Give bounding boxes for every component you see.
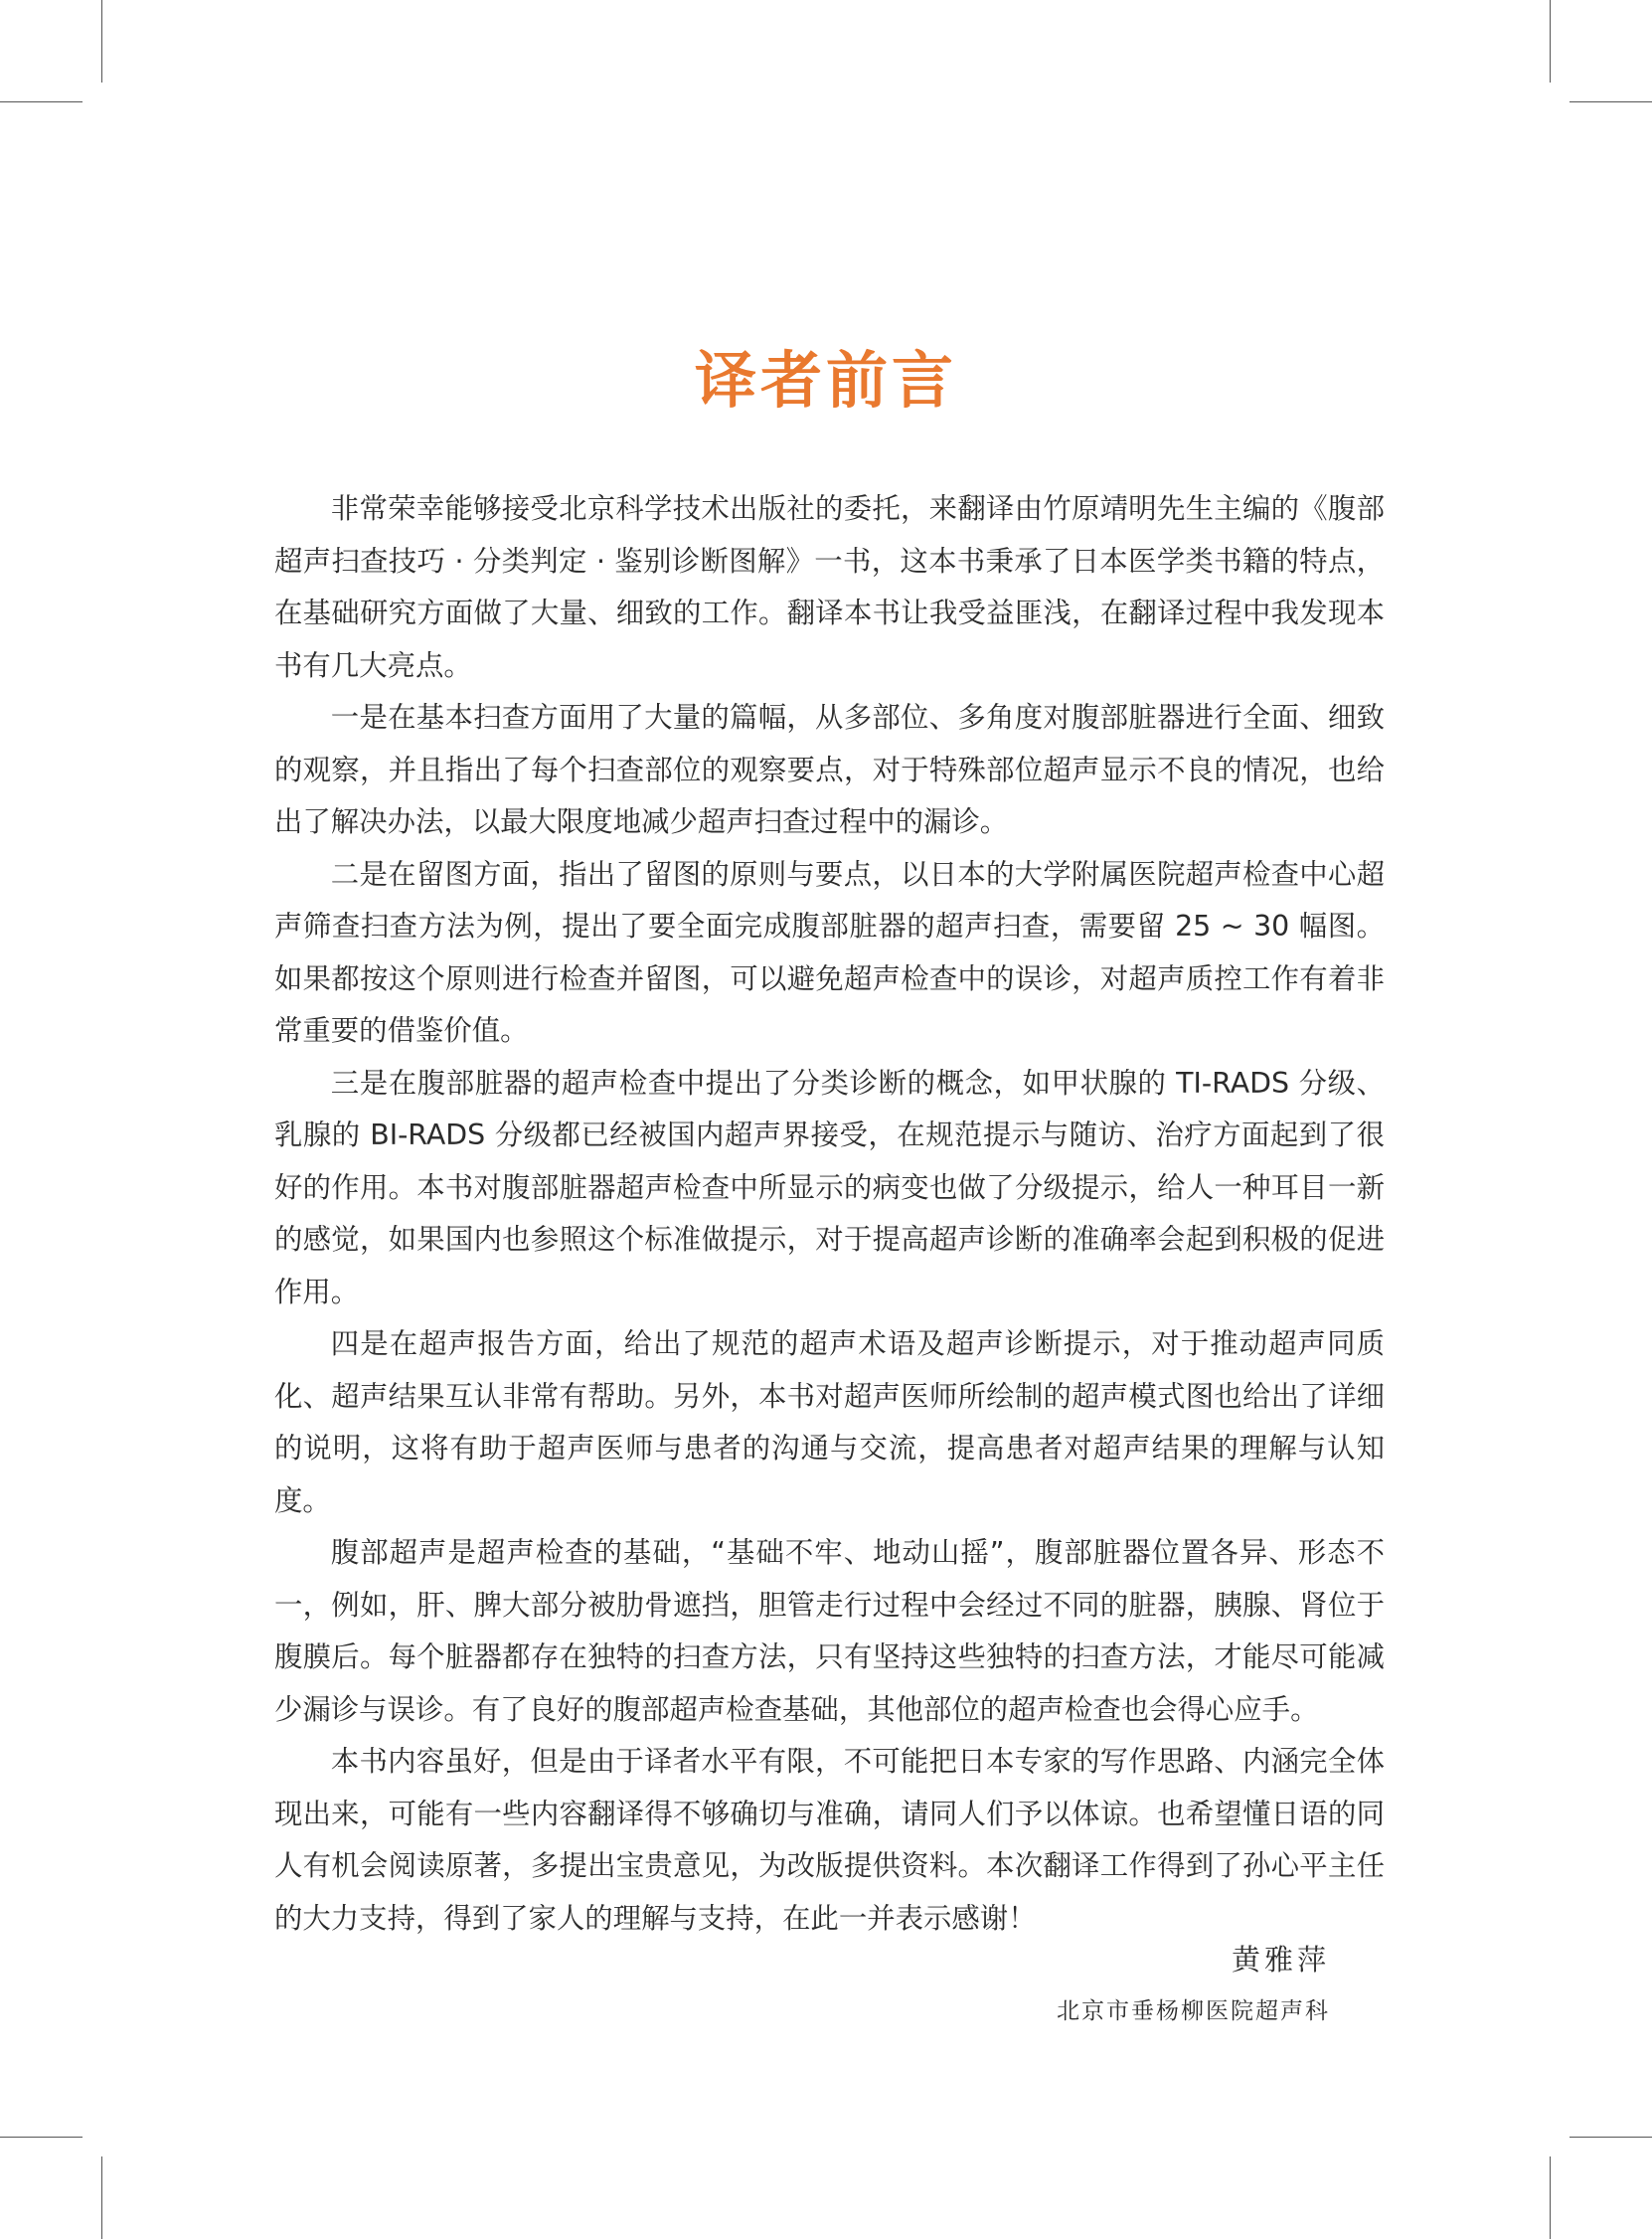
crop-mark	[1569, 2137, 1652, 2138]
translator-affiliation: 北京市垂杨柳医院超声科	[1057, 1998, 1330, 2024]
paragraph: 本书内容虽好，但是由于译者水平有限，不可能把日本专家的写作思路、内涵完全体现出来，可能有一些内容翻译得不够确切与准确，请同人们予以体谅。也希望懂日语的同人有机会阅读原著，多提出宝贵意见，为改版提供资料。本次翻译工作得到了孙心平主任的大力支持，得到了家人的理解与支持，在此一并表示感谢！	[274, 1745, 1385, 1935]
paragraph: 三是在腹部脏器的超声检查中提出了分类诊断的概念，如甲状腺的 TI-RADS 分级、乳腺的 BI-RADS 分级都已经被国内超声界接受，在规范提示与随访、治疗方面起到了很好的作用。本书对腹部脏器超声检查中所显示的病变也做了分级提示，给人一种耳目一新的感觉，如果国内也参照这个标准做提示，对于提高超声诊断的准确率会起到积极的促进作用。	[274, 1066, 1385, 1308]
paragraph: 一是在基本扫查方面用了大量的篇幅，从多部位、多角度对腹部脏器进行全面、细致的观察，并且指出了每个扫查部位的观察要点，对于特殊部位超声显示不良的情况，也给出了解决办法，以最大限度地减少超声扫查过程中的漏诊。	[274, 701, 1385, 838]
crop-mark	[0, 2137, 83, 2138]
crop-mark	[101, 0, 102, 83]
crop-mark	[101, 2156, 102, 2239]
crop-mark	[0, 101, 83, 102]
paragraph: 二是在留图方面，指出了留图的原则与要点，以日本的大学附属医院超声检查中心超声筛查扫查方法为例，提出了要全面完成腹部脏器的超声扫查，需要留 25 ~ 30 幅图。如果都按这个原则进行检查并留图，可以避免超声检查中的误诊，对超声质控工作有着非常重要的借鉴价值。	[274, 857, 1385, 1047]
preface-body	[274, 483, 1385, 1945]
page-title: 译者前言	[694, 343, 957, 417]
crop-mark	[1550, 2156, 1551, 2239]
crop-mark	[1550, 0, 1551, 83]
paragraph: 非常荣幸能够接受北京科学技术出版社的委托，来翻译由竹原靖明先生主编的《腹部超声扫查技巧 · 分类判定 · 鉴别诊断图解》一书，这本书秉承了日本医学类书籍的特点，在基础研究方面做了大量、细致的工作。翻译本书让我受益匪浅，在翻译过程中我发现本书有几大亮点。	[274, 492, 1385, 682]
translator-name: 黄雅萍	[1231, 1943, 1330, 1977]
crop-mark	[1569, 101, 1652, 102]
paragraph: 腹部超声是超声检查的基础，“基础不牢、地动山摇”，腹部脏器位置各异、形态不一，例如，肝、脾大部分被肋骨遮挡，胆管走行过程中会经过不同的脏器，胰腺、肾位于腹膜后。每个脏器都存在独特的扫查方法，只有坚持这些独特的扫查方法，才能尽可能减少漏诊与误诊。有了良好的腹部超声检查基础，其他部位的超声检查也会得心应手。	[274, 1536, 1385, 1726]
paragraph: 四是在超声报告方面，给出了规范的超声术语及超声诊断提示，对于推动超声同质化、超声结果互认非常有帮助。另外，本书对超声医师所绘制的超声模式图也给出了详细的说明，这将有助于超声医师与患者的沟通与交流，提高患者对超声结果的理解与认知度。	[274, 1327, 1385, 1517]
